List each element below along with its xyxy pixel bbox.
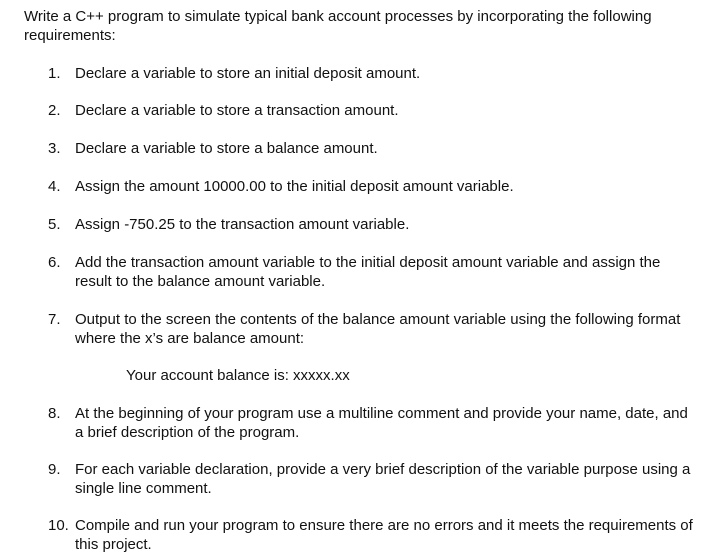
item-number: 9. [48, 461, 61, 478]
list-item [48, 460, 698, 498]
list-item [48, 516, 698, 554]
sample-output: Your account balance is: xxxxx.xx [126, 367, 350, 384]
item-text: At the beginning of your program use a multiline comment and provide your name, date, and a brief description of the program. [75, 405, 688, 441]
list-item [48, 253, 698, 291]
list-item [48, 310, 698, 348]
item-text: Declare a variable to store an initial deposit amount. [75, 65, 421, 82]
item-number: 5. [48, 216, 61, 233]
list-item [48, 177, 698, 196]
item-text: Declare a variable to store a balance amount. [75, 140, 378, 157]
item-text: Declare a variable to store a transaction amount. [75, 102, 399, 119]
list-item [48, 64, 698, 83]
item-number: 3. [48, 140, 61, 157]
item-text: Assign -750.25 to the transaction amount variable. [75, 216, 410, 233]
item-number: 6. [48, 254, 61, 271]
item-number: 1. [48, 65, 61, 82]
list-item [48, 139, 698, 158]
item-number: 4. [48, 178, 61, 195]
item-text: Output to the screen the contents of the balance amount variable using the following format where the x’s are balance amount: [75, 311, 681, 347]
list-item [48, 215, 698, 234]
item-number: 7. [48, 311, 61, 328]
item-number: 2. [48, 102, 61, 119]
item-text: For each variable declaration, provide a very brief description of the variable purpose using a single line comment. [75, 461, 691, 497]
item-text: Compile and run your program to ensure there are no errors and it meets the requirements of this project. [75, 517, 693, 553]
intro-text: Write a C++ program to simulate typical bank account processes by incorporating the following requirements: [24, 8, 652, 44]
item-text: Assign the amount 10000.00 to the initial deposit amount variable. [75, 178, 514, 195]
item-number: 8. [48, 405, 61, 422]
item-text: Add the transaction amount variable to the initial deposit amount variable and assign the result to the balance amount variable. [75, 254, 661, 290]
item-number: 10. [48, 517, 69, 534]
list-item [48, 404, 698, 442]
list-item [48, 101, 698, 120]
